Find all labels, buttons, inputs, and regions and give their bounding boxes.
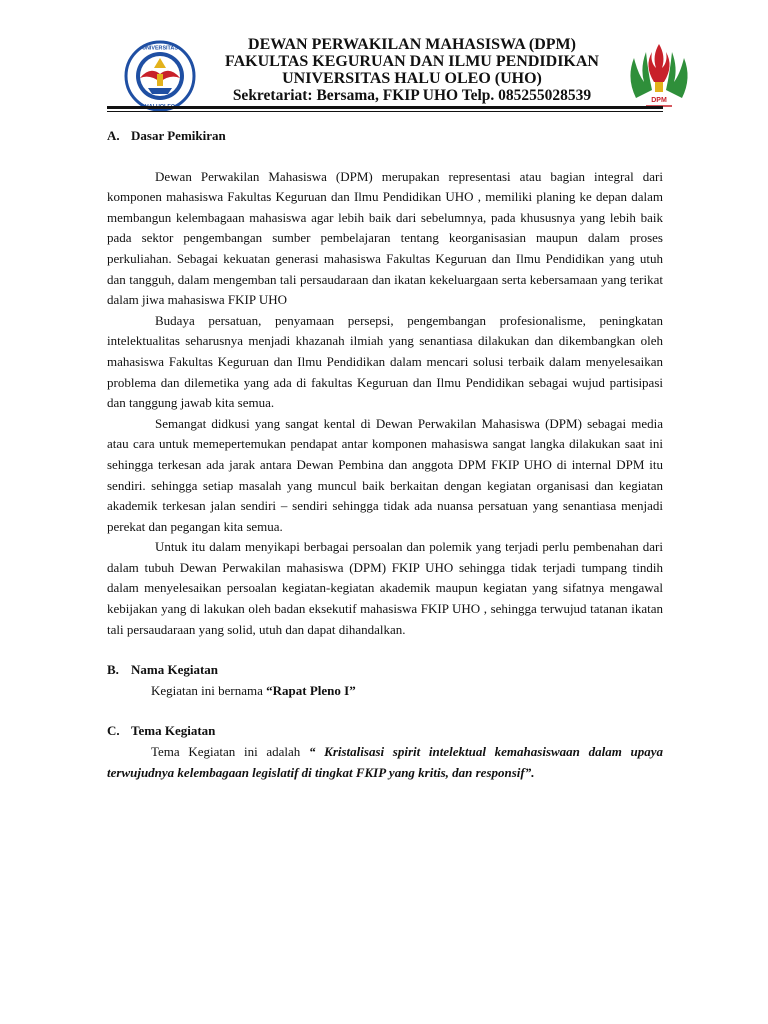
letterhead-rule-thin — [107, 111, 663, 112]
section-b-letter: B. — [107, 662, 119, 678]
section-a-paragraph-3: Semangat didkusi yang sangat kental di Dewan Perwakilan Mahasiswa (DPM) sebagai media atau cara untuk memepertemukan pendapat antar komponen mahasiswa sangat langka dilakukan saat ini sehingga terkesan ada jarak antara Dewan Pembina dan anggota DPM FKIP UHO di internal DPM itu sendiri. sehingga setiap masalah yang muncul baik berkaitan dengan kegiatan organisasi dan kegiatan akademik terkesan jalan sendiri – sendiri sehingga tidak ada nuansa persatuan yang senantiasa menjadi perekat dan pegangan kita semua. — [107, 415, 663, 534]
section-a-heading — [107, 126, 663, 147]
letterhead-text — [196, 36, 628, 104]
section-a-title: Dasar Pemikiran — [131, 128, 226, 143]
section-b-text — [107, 681, 663, 702]
letterhead-rule-thick — [107, 106, 663, 109]
letterhead-line2: FAKULTAS KEGURUAN DAN ILMU PENDIDIKAN — [225, 53, 599, 70]
section-a-paragraph-4: Untuk itu dalam menyikapi berbagai persoalan dan polemik yang terjadi perlu pembenahan dari dalam tubuh Dewan Perwakilan mahasiswa (DPM) FKIP UHO sehingga tidak terjadi tumpang tindih dalam menyelesaikan persoalan kegiatan-kegiatan akademik maupun kegiatan yang sifatnya mengawal kebijakan yang di lakukan oleh badan eksekutif mahasiswa FKIP UHO , sehingga terwujud tatanan ikatan tali persaudaraan yang solid, utuh dan dapat dihandalkan. — [107, 539, 663, 637]
university-logo-icon — [124, 40, 196, 112]
activity-theme: “ Kristalisasi spirit intelektual kemahasiswaan dalam upaya terwujudnya kelembagaan legislatif di tingkat FKIP yang kritis, dan responsif”. — [107, 744, 663, 780]
section-a-paragraph-1: Dewan Perwakilan Mahasiswa (DPM) merupakan representasi atau bagian integral dari komponen mahasiswa Fakultas Keguruan dan Ilmu Pendidikan UHO , memiliki planing ke depan dalam membangun kelembagaan mahasiswa agar lebih baik dari sebelumnya, pada khususnya yang lebih baik pada sektor pengembangan sumber pembelajaran tentang keorganisasian maupun dalam proses perkuliahan. Sebagai kekuatan generasi mahasiswa Fakultas Keguruan dan Ilmu Pendidikan yang utuh dan tangguh, dalam mengemban tali persaudaraan dan ikatan kekeluargaan serta kebersamaan yang terikat dalam jiwa mahasiswa FKIP UHO — [107, 168, 663, 308]
letterhead — [0, 0, 768, 112]
letterhead-line1: DEWAN PERWAKILAN MAHASISWA (DPM) — [248, 36, 576, 53]
section-c-title: Tema Kegiatan — [131, 723, 216, 739]
section-c-prefix: Tema Kegiatan ini adalah — [151, 744, 309, 760]
dpm-logo-icon — [624, 38, 694, 112]
section-c-text — [107, 742, 663, 783]
section-b-heading — [107, 660, 663, 681]
letterhead-line4: Sekretariat: Bersama, FKIP UHO Telp. 085255028539 — [232, 87, 592, 104]
section-b-prefix: Kegiatan ini bernama — [151, 682, 267, 698]
section-c-letter: C. — [107, 723, 120, 739]
logo-left-top-text: UNIVERSITAS — [142, 45, 178, 52]
activity-name: “Rapat Pleno I” — [266, 682, 356, 698]
dpm-logo-text: DPM — [651, 97, 667, 104]
letterhead-line3: UNIVERSITAS HALU OLEO (UHO) — [282, 70, 542, 87]
section-b-title: Nama Kegiatan — [131, 662, 219, 678]
section-a-paragraph-2: Budaya persatuan, penyamaan persepsi, pengembangan profesionalisme, peningkatan intelektualitas seharusnya menjadi khazanah ilmiah yang senantiasa dilakukan dan dikembangkan oleh mahasiswa Fakultas Keguruan dan Ilmu Pendidikan dalam mencari solusi terbaik dalam menyelesaikan problema dan dilemetika yang ada di fakultas Keguruan dan Ilmu Pendidikan sebagai wujud partisipasi dan tanggung jawab kita semua. — [107, 312, 663, 411]
document-body — [107, 126, 663, 783]
section-c-heading — [107, 721, 663, 742]
section-a-letter: A. — [107, 128, 120, 143]
